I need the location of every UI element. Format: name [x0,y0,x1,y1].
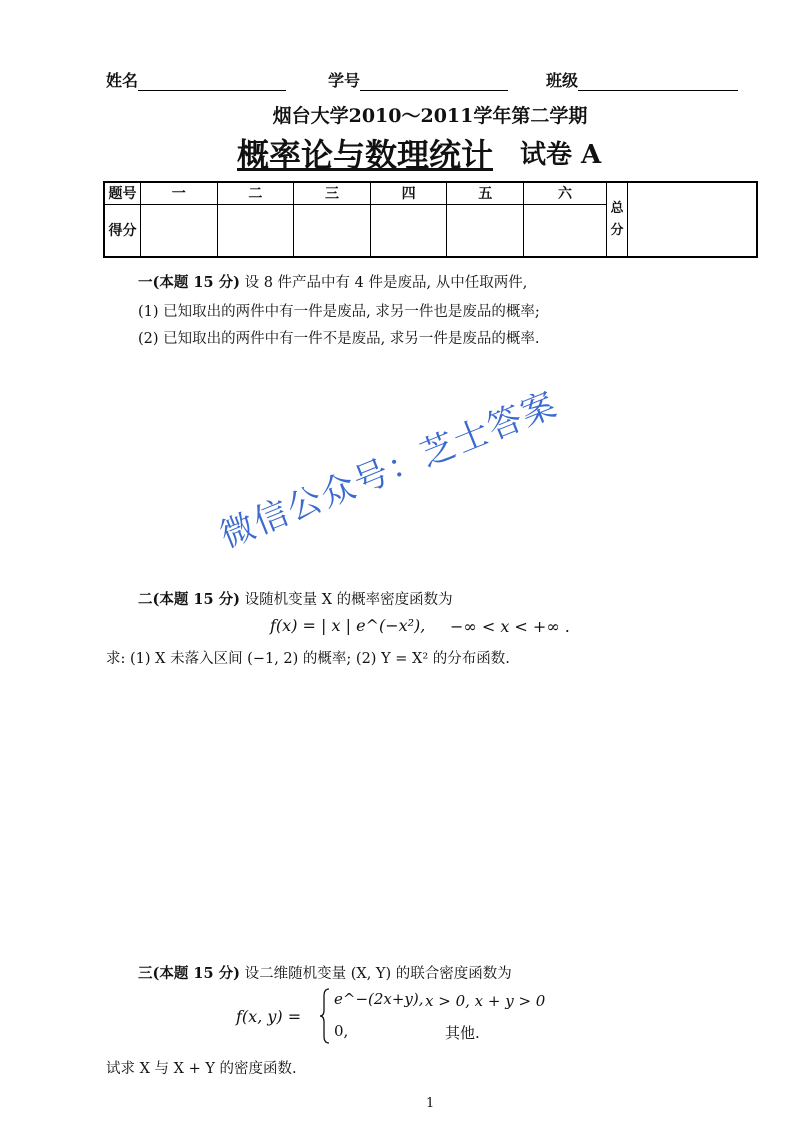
question-2 [138,588,453,609]
column-header: 六 [524,182,607,204]
question-text: 设二维随机变量 (X, Y) 的联合密度函数为 [244,966,512,982]
column-header: 三 [294,182,371,204]
column-header: 二 [217,182,294,204]
exam-subtitle: 烟台大学2010～2011学年第二学期 [272,105,588,127]
case-1-value: e^−(2x+y), [334,990,424,1008]
class-field [546,68,738,91]
score-cell[interactable] [524,204,607,257]
score-cell[interactable] [141,204,218,257]
student-id-blank[interactable] [360,74,508,91]
formula-range: −∞ < x < +∞ . [450,617,570,636]
column-header: 五 [447,182,524,204]
paper-label: 试卷 A [520,140,602,170]
score-cell[interactable] [370,204,447,257]
column-header: 四 [370,182,447,204]
score-cell[interactable] [447,204,524,257]
watermark: 微信公众号：芝士答案 [214,384,564,557]
question-1-part-1: (1) 已知取出的两件中有一件是废品, 求另一件也是废品的概率; [138,304,540,320]
student-id-label: 学号 [328,71,361,90]
score-table [103,181,758,258]
case-2-condition: 其他. [445,1024,480,1042]
case-2-value: 0, [334,1022,349,1040]
score-cell[interactable] [294,204,371,257]
brace-icon [320,988,330,1044]
name-field [106,68,286,91]
question-text: 设 8 件产品中有 4 件是废品, 从中任取两件, [244,275,528,291]
name-blank[interactable] [138,74,286,91]
question-2-ask: 求: (1) X 未落入区间 (−1, 2) 的概率; (2) Y = X² 的分布函数. [106,651,510,667]
class-blank[interactable] [578,74,738,91]
question-3-ask: 试求 X 与 X + Y 的密度函数. [106,1061,297,1077]
page-number: 1 [426,1096,435,1111]
total-score-cell[interactable] [628,182,758,257]
name-label: 姓名 [106,71,139,90]
column-header: 一 [141,182,218,204]
score-cell[interactable] [217,204,294,257]
question-1 [138,271,527,292]
student-id-field [328,68,508,91]
question-heading: 二(本题 15 分) [138,591,240,608]
density-formula: f(x) = | x | e^(−x²), [270,616,426,635]
row-label: 题号 [104,182,141,204]
joint-density-lhs: f(x, y) = [236,1007,302,1026]
row-label: 得分 [104,204,141,257]
case-1-condition: x > 0, x + y > 0 [425,992,546,1010]
course-title: 概率论与数理统计 [237,136,494,174]
question-text: 设随机变量 X 的概率密度函数为 [244,592,453,608]
total-label: 总分 [607,182,628,257]
question-heading: 三(本题 15 分) [138,965,240,982]
question-3 [138,962,512,983]
class-label: 班级 [546,71,579,90]
question-heading: 一(本题 15 分) [138,274,240,291]
question-1-part-2: (2) 已知取出的两件中有一件不是废品, 求另一件是废品的概率. [138,331,540,347]
